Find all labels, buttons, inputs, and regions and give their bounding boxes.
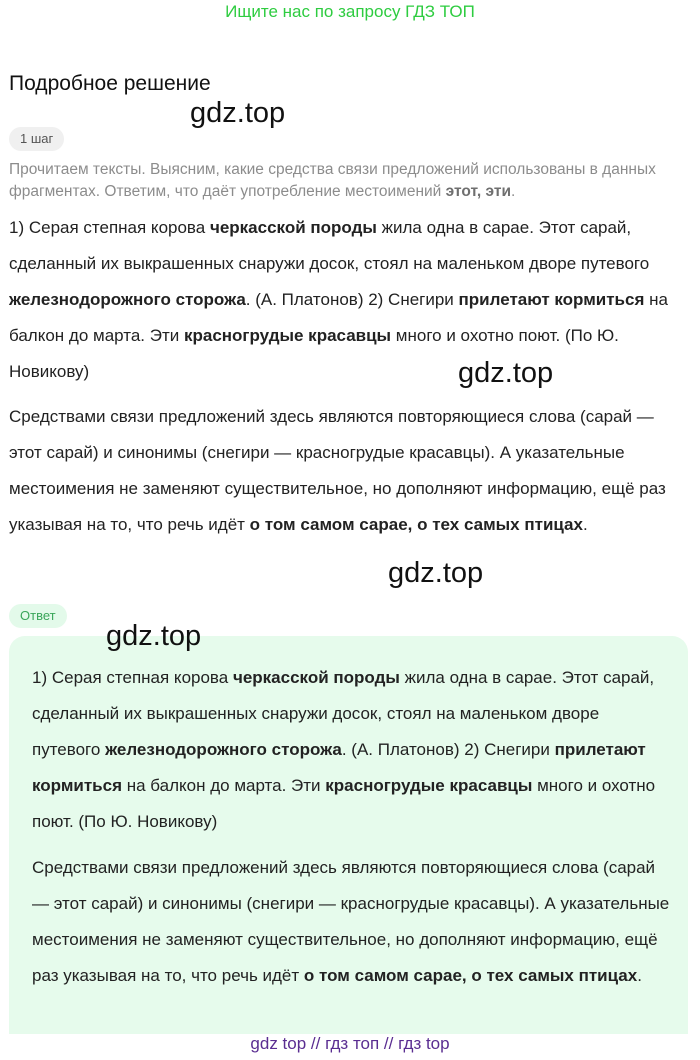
watermark: gdz.top xyxy=(190,97,286,129)
answer-box xyxy=(9,636,688,1034)
page-title: Подробное решение xyxy=(9,72,211,95)
intro-body: Прочитаем тексты. Выясним, какие средства связи предложений использованы в данных фрагментах. Ответим, что даёт употребление местоимений xyxy=(9,161,656,200)
bold-run: железнодорожного сторожа xyxy=(105,740,342,759)
text-run: . (А. Платонов) 2) Снегири xyxy=(245,290,459,309)
watermark: gdz.top xyxy=(106,620,202,652)
text-run: на балкон до марта. Эти xyxy=(9,290,668,345)
bold-run: красногрудые красавцы xyxy=(183,326,392,345)
answer-paragraph-2 xyxy=(32,850,672,994)
bold-run: о том самом сарае, о тех самых птицах xyxy=(249,515,583,534)
answer-paragraph-1 xyxy=(32,660,672,840)
footer-links[interactable]: gdz top // гдз топ // гдз top xyxy=(250,1034,450,1053)
intro-text xyxy=(9,159,679,203)
bold-run: красногрудые красавцы xyxy=(325,776,533,795)
bold-run: прилетают кормиться xyxy=(458,290,645,309)
bold-run: черкасской породы xyxy=(232,668,400,687)
intro-end: . xyxy=(510,183,516,200)
text-run: Средствами связи предложений здесь являются повторяющиеся слова (сарай — этот сарай) и синонимы (снегири — красногрудые красавцы). А указательные местоимения не заменяют существительное, но дополняют информацию, ещё раз указывая на то, что речь идёт xyxy=(32,858,670,985)
solution-paragraph-2 xyxy=(9,399,687,543)
watermark: gdz.top xyxy=(388,557,484,589)
text-run: Средствами связи предложений здесь являются повторяющиеся слова (сарай — этот сарай) и синонимы (снегири — красногрудые красавцы). А указательные местоимения не заменяют существительное, но дополняют информацию, ещё раз указывая на то, что речь идёт xyxy=(9,407,666,534)
answer-badge: Ответ xyxy=(9,604,67,628)
text-run: 1) Серая степная корова xyxy=(32,668,233,687)
search-banner: Ищите нас по запросу ГДЗ ТОП xyxy=(225,2,475,21)
text-run: . xyxy=(582,515,588,534)
text-run: . xyxy=(637,966,642,985)
solution-paragraph-1 xyxy=(9,210,687,390)
intro-bold: этот, эти xyxy=(445,183,511,200)
text-run: . (А. Платонов) 2) Снегири xyxy=(341,740,555,759)
bold-run: прилетают кормиться xyxy=(32,740,646,795)
bold-run: о том самом сарае, о тех самых птицах xyxy=(303,966,638,985)
text-run: жила одна в сарае. Этот сарай, сделанный их выкрашенных снаружи досок, стоял на маленьком дворе путевого xyxy=(9,218,650,273)
text-run: 1) Серая степная корова xyxy=(9,218,210,237)
watermark: gdz.top xyxy=(458,357,554,389)
text-run: на балкон до марта. Эти xyxy=(122,776,326,795)
text-run: много и охотно поют. (По Ю. Новикову) xyxy=(9,326,619,381)
text-run: много и охотно поют. (По Ю. Новикову) xyxy=(32,776,656,831)
bold-run: железнодорожного сторожа xyxy=(9,290,246,309)
step-badge: 1 шаг xyxy=(9,127,64,151)
text-run: жила одна в сарае. Этот сарай, сделанный их выкрашенных снаружи досок, стоял на маленьком дворе путевого xyxy=(32,668,655,759)
bold-run: черкасской породы xyxy=(209,218,377,237)
